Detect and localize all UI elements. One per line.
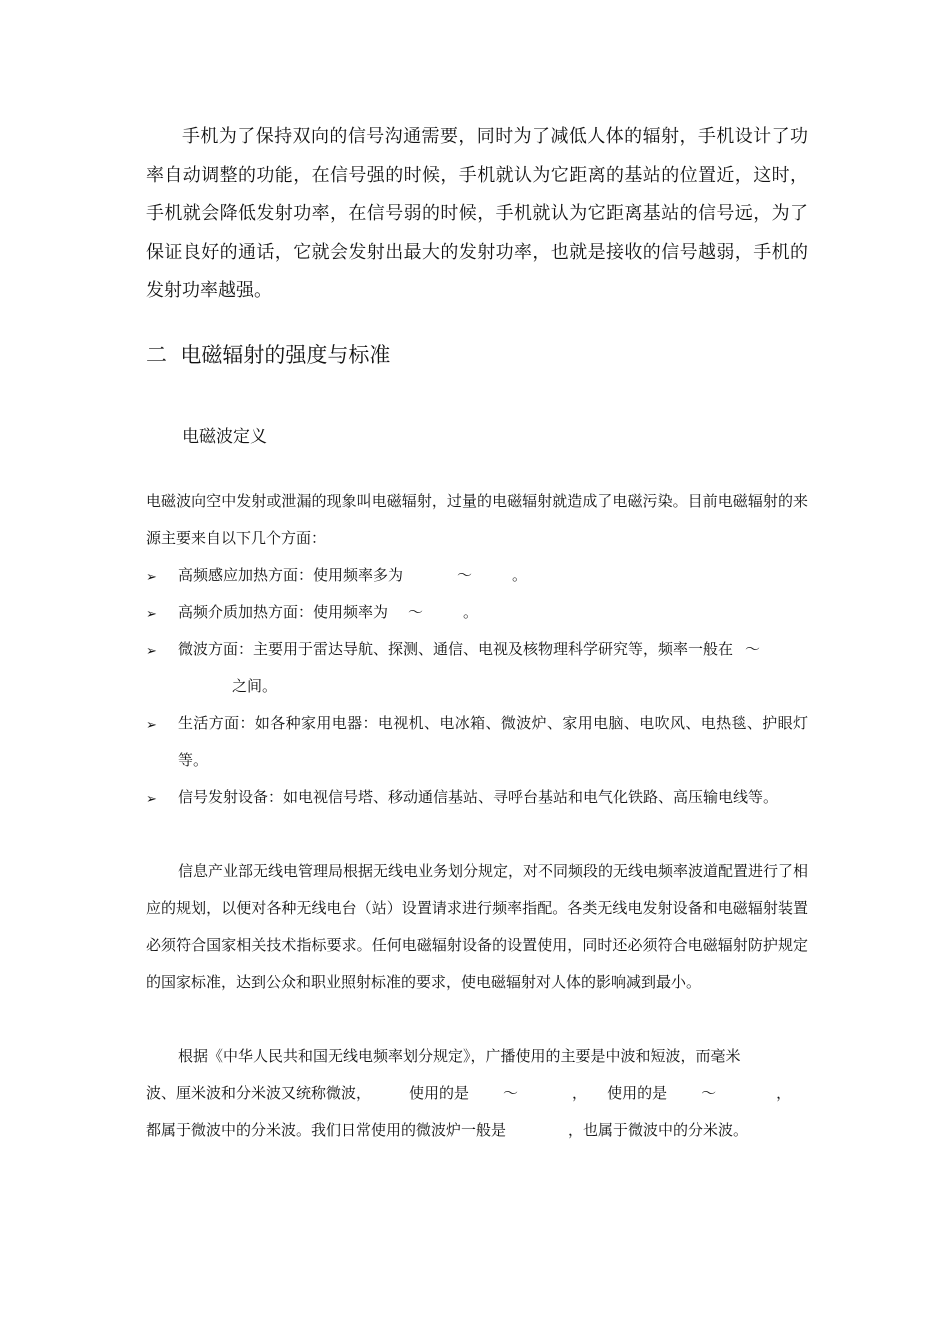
definition-paragraph: 电磁波向空中发射或泄漏的现象叫电磁辐射，过量的电磁辐射就造成了电磁污染。目前电磁辐射的来源主要来自以下几个方面： — [146, 492, 808, 547]
bullet-item-transmitters — [146, 779, 808, 853]
subsection-heading: 电磁波定义 — [182, 427, 267, 447]
arrow-bullet-icon: ➢ — [146, 570, 157, 585]
range-tilde: ～ — [457, 566, 473, 584]
intro-paragraph: 手机为了保持双向的信号沟通需要，同时为了减低人体的辐射，手机设计了功率自动调整的功能，在信号强的时候，手机就认为它距离的基站的位置近，这时，手机就会降低发射功率，在信号弱的时候，手机就认为它距离基站的信号远，为了保证良好的通话，它就会发射出最大的发射功率，也就是接收的信号越弱，手机的发射功率越强。 — [146, 126, 808, 301]
last-paragraph-line-3: 都属于微波中的分米波。我们日常使用的微波炉一般是 ，也属于微波中的分米波。 — [146, 1121, 749, 1139]
last-paragraph-line-1: 根据《中华人民共和国无线电频率划分规定》，广播使用的主要是中波和短波，而毫米 — [178, 1047, 741, 1065]
bullet-text: 生活方面：如各种家用电器：电视机、电冰箱、微波炉、家用电脑、电吹风、电热毯、护眼灯等。 — [178, 714, 808, 769]
last-paragraph-line-2: 波、厘米波和分米波又统称微波， 使用的是 ～ ， 使用的是 ～ ， — [146, 1084, 792, 1102]
arrow-bullet-icon: ➢ — [146, 792, 157, 807]
bullet-end: 。 — [463, 603, 479, 621]
regulation-paragraph: 信息产业部无线电管理局根据无线电业务划分规定，对不同频段的无线电频率波道配置进行了相应的规划，以便对各种无线电台（站）设置请求进行频率指配。各类无线电发射设备和电磁辐射装置必须符合国家相关技术指标要求。任何电磁辐射设备的设置使用，同时还必须符合电磁辐射防护规定的国家标准，达到公众和职业照射标准的要求，使电磁辐射对人体的影响减到最小。 — [146, 862, 809, 991]
arrow-bullet-icon: ➢ — [146, 718, 157, 733]
range-tilde: ～ — [503, 1084, 519, 1102]
bullet-text: 微波方面：主要用于雷达导航、探测、通信、电视及核物理科学研究等，频率一般在 — [178, 640, 734, 658]
bullet-end: 。 — [512, 566, 528, 584]
bullet-item-household — [146, 705, 808, 779]
bullet-text: 高频介质加热方面：使用频率为 — [178, 603, 389, 621]
range-tilde: ～ — [408, 603, 424, 621]
bullet-text: 高频感应加热方面：使用频率多为 — [178, 566, 404, 584]
bullet-text: 信号发射设备：如电视信号塔、移动通信基站、寻呼台基站和电气化铁路、高压输电线等。 — [178, 788, 779, 806]
range-tilde: ～ — [701, 1084, 717, 1102]
section-heading: 二 电磁辐射的强度与标准 — [146, 343, 391, 367]
bullet-continuation: 之间。 — [232, 677, 278, 695]
range-tilde: ～ — [745, 640, 761, 658]
arrow-bullet-icon: ➢ — [146, 607, 157, 622]
arrow-bullet-icon: ➢ — [146, 644, 157, 659]
